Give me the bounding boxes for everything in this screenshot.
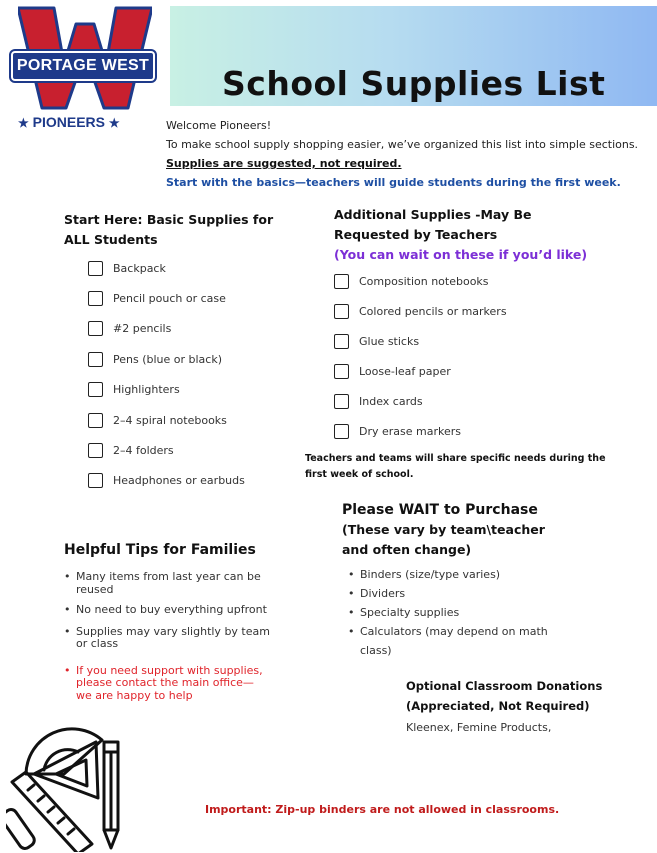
list-item: Composition notebooks — [334, 266, 507, 296]
list-item: • No need to buy everything upfront — [64, 604, 279, 617]
mascot-name: PIONEERS — [32, 114, 106, 130]
list-item: 2–4 folders — [64, 435, 245, 465]
wait-heading: Please WAIT to Purchase (These vary by team\teacher and often change) — [342, 502, 545, 557]
suggested-note: Supplies are suggested, not required. — [166, 157, 402, 170]
checkbox[interactable] — [88, 352, 103, 367]
teachers-note: Teachers and teams will share specific needs during the first week of school. — [305, 453, 606, 480]
checkbox[interactable] — [88, 382, 103, 397]
tips-list — [64, 571, 279, 702]
school-tools-icon — [6, 712, 136, 852]
intro-description: To make school supply shopping easier, we’ve organized this list into simple sections. — [166, 138, 639, 151]
list-item: Pencil pouch or case — [64, 283, 245, 313]
list-item: Index cards — [334, 386, 507, 416]
greeting: Welcome Pioneers! — [166, 119, 272, 132]
list-item: Headphones or earbuds — [64, 466, 245, 496]
support-note: • If you need support with supplies, please contact the main office—we are happy to help — [64, 665, 264, 703]
wait-subheading: (You can wait on these if you’d like) — [334, 247, 588, 262]
checkbox[interactable] — [88, 291, 103, 306]
checkbox[interactable] — [88, 413, 103, 428]
additional-supplies-heading: Additional Supplies -May Be Requested by Teachers (You can wait on these if you’d like) — [334, 205, 587, 265]
list-item: Loose-leaf paper — [334, 356, 507, 386]
checkbox[interactable] — [334, 334, 349, 349]
star-icon: ★ — [18, 116, 29, 130]
list-item: Glue sticks — [334, 326, 507, 356]
checkbox[interactable] — [334, 424, 349, 439]
school-name-band: PORTAGE WEST — [11, 51, 155, 81]
list-item: Colored pencils or markers — [334, 296, 507, 326]
tips-heading: Helpful Tips for Families — [64, 542, 256, 558]
list-item: • Binders (size/type varies) — [348, 565, 558, 584]
list-item: • Supplies may vary slightly by team or class — [64, 626, 279, 651]
checkbox[interactable] — [334, 364, 349, 379]
list-item: • Many items from last year can be reused — [64, 571, 279, 596]
donations-heading: Optional Classroom Donations (Appreciated, Not Required) — [406, 679, 603, 713]
additional-supplies-list — [334, 266, 507, 446]
list-item: 2–4 spiral notebooks — [64, 405, 245, 435]
list-item: Pens (blue or black) — [64, 344, 245, 374]
list-item: Dry erase markers — [334, 416, 507, 446]
list-item: • Specialty supplies — [348, 603, 558, 622]
donations-text: Kleenex, Femine Products, — [406, 721, 552, 734]
checkbox[interactable] — [88, 321, 103, 336]
checkbox[interactable] — [334, 304, 349, 319]
important-note: Important: Zip-up binders are not allowed in classrooms. — [205, 803, 560, 816]
list-item: #2 pencils — [64, 314, 245, 344]
list-item: • Dividers — [348, 584, 558, 603]
list-item: Highlighters — [64, 375, 245, 405]
page-title: School Supplies List — [222, 64, 606, 103]
checkbox[interactable] — [334, 274, 349, 289]
list-item: • Calculators (may depend on math class) — [348, 622, 558, 660]
basics-note: Start with the basics—teachers will guide students during the first week. — [166, 176, 621, 189]
mascot-label — [18, 114, 158, 130]
basic-supplies-heading: Start Here: Basic Supplies for ALL Students — [64, 212, 274, 247]
checkbox[interactable] — [88, 443, 103, 458]
checkbox[interactable] — [334, 394, 349, 409]
checkbox[interactable] — [88, 473, 103, 488]
school-logo — [8, 6, 160, 130]
star-icon: ★ — [108, 116, 120, 130]
wait-list — [348, 565, 558, 660]
basic-supplies-list — [64, 253, 245, 496]
checkbox[interactable] — [88, 261, 103, 276]
list-item: Backpack — [64, 253, 245, 283]
intro-text — [166, 116, 638, 192]
